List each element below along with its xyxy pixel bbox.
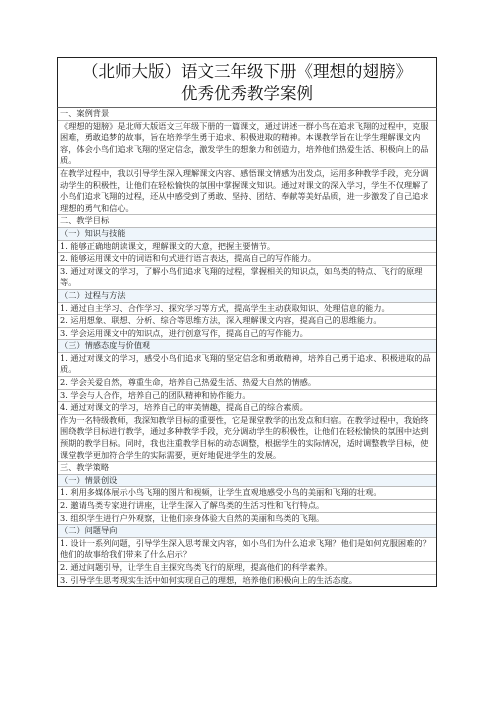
paragraph: 1. 设计一系列问题，引导学生深入思考课文内容，如小鸟们为什么追求飞翔？他们是如何克服困难的？他们的故事给我们带来了什么启示？ <box>58 538 436 562</box>
subsection-heading: （三）情感态度与价值观 <box>58 340 436 353</box>
section-heading: 三、教学策略 <box>58 462 436 475</box>
title-box <box>57 57 437 107</box>
subsection-heading: （一）情景创设 <box>58 475 436 488</box>
document-title-line2: 优秀优秀教学案例 <box>181 84 313 103</box>
paragraph: 在教学过程中，我以引导学生深入理解课文内容、感悟课文情感为出发点，运用多种教学手段，充分调动学生的积极性，让他们在轻松愉快的氛围中掌握课文知识。通过对课文的深入学习，学生不仅理解了小鸟们追求飞翔的过程，还从中感受到了勇敢、坚持、团结、奉献等美好品质，进一步激发了自己追求理想的勇气和信心。 <box>58 168 436 215</box>
paragraph: 1. 利用多媒体展示小鸟飞翔的图片和视频，让学生直观地感受小鸟的美丽和飞翔的壮观。 <box>58 487 436 500</box>
document-page <box>57 57 437 587</box>
paragraph: 1. 通过对课文的学习，感受小鸟们追求飞翔的坚定信念和勇敢精神，培养自己勇于追求、积极进取的品质。 <box>58 353 436 377</box>
subsection-heading: （一）知识与技能 <box>58 228 436 241</box>
document-body <box>57 107 437 587</box>
paragraph: 4. 通过对课文的学习，培养自己的审美情趣，提高自己的综合素质。 <box>58 402 436 415</box>
paragraph: 作为一名特级教师，我深知教学目标的重要性，它是课堂教学的出发点和归宿。在教学过程中，我始终围绕教学目标进行教学，通过多种教学手段，充分调动学生的积极性，让他们在轻松愉快的氛围中达到预期的教学目标。同时，我也注重教学目标的动态调整，根据学生的实际情况，适时调整教学目标，使课堂教学更加符合学生的实际需要，更好地促进学生的发展。 <box>58 415 436 462</box>
paragraph: 2. 邀请鸟类专家进行讲座，让学生深入了解鸟类的生活习性和飞行特点。 <box>58 500 436 513</box>
paragraph: 3. 学会与人合作，培养自己的团队精神和协作能力。 <box>58 390 436 403</box>
paragraph: 3. 组织学生进行户外观察，让他们亲身体验大自然的美丽和鸟类的飞翔。 <box>58 513 436 526</box>
paragraph: 3. 通过对课文的学习，了解小鸟们追求飞翔的过程，掌握相关的知识点，如鸟类的特点、飞行的原理等。 <box>58 266 436 290</box>
document-title-line1: （北师大版）语文三年级下册《理想的翅膀》 <box>82 62 412 81</box>
paragraph: 3. 学会运用课文中的知识点，进行创意写作，提高自己的写作能力。 <box>58 328 436 341</box>
paragraph: 2. 运用想象、联想、分析、综合等思维方法，深入理解课文内容，提高自己的思维能力。 <box>58 315 436 328</box>
paragraph: 1. 通过自主学习、合作学习、探究学习等方式，提高学生主动获取知识、处理信息的能力。 <box>58 303 436 316</box>
subsection-heading: （二）过程与方法 <box>58 290 436 303</box>
subsection-heading: （二）问题导向 <box>58 525 436 538</box>
section-heading: 二、教学目标 <box>58 215 436 228</box>
paragraph: 2. 能够运用课文中的词语和句式进行语言表达，提高自己的写作能力。 <box>58 253 436 266</box>
paragraph: 1. 能够正确地朗读课文，理解课文的大意，把握主要情节。 <box>58 241 436 254</box>
section-heading: 一、案例背景 <box>58 108 436 121</box>
paragraph: 3. 引导学生思考现实生活中如何实现自己的理想，培养他们积极向上的生活态度。 <box>60 574 357 585</box>
paragraph: 《理想的翅膀》是北师大版语文三年级下册的一篇课文，通过讲述一群小鸟在追求飞翔的过程中，克服困难，勇敢追梦的故事，旨在培养学生勇于追求、积极进取的精神。本课教学旨在让学生理解课文内容，体会小鸟们追求飞翔的坚定信念，激发学生的想象力和创造力，培养他们热爱生活、积极向上的品质。 <box>58 121 436 168</box>
paragraph: 2. 通过问题引导，让学生自主探究鸟类飞行的原理，提高他们的科学素养。 <box>58 562 436 575</box>
paragraph: 2. 学会关爱自然，尊重生命，培养自己热爱生活、热爱大自然的情感。 <box>58 377 436 390</box>
